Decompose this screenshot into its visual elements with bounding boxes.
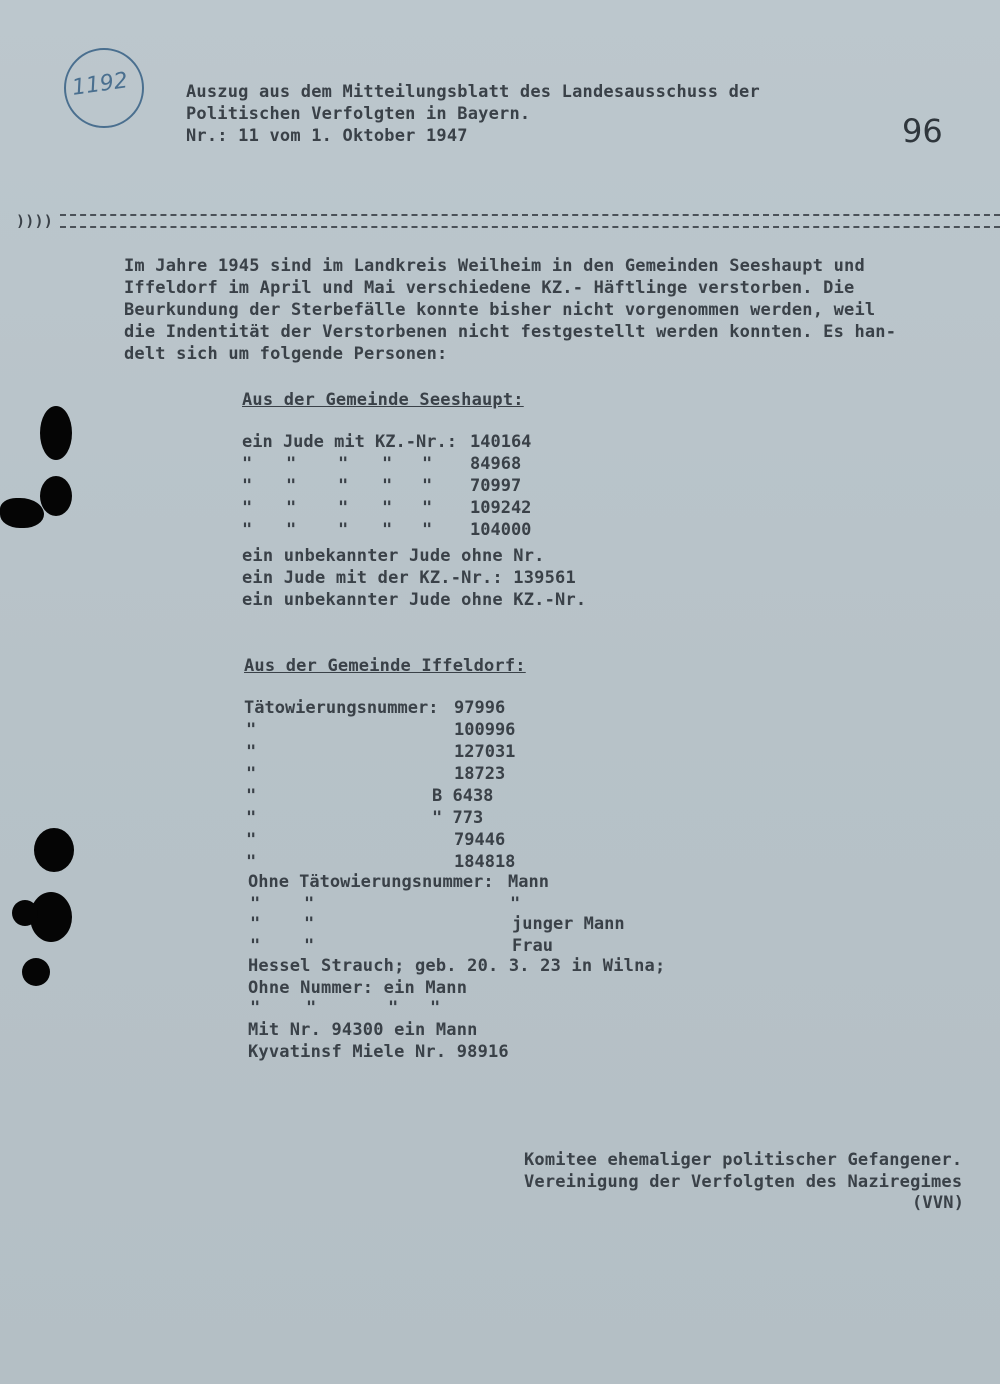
- ditto-mark: ": [338, 454, 349, 474]
- signature-line-3: (VVN): [912, 1193, 965, 1213]
- separator-line: [60, 214, 1000, 228]
- ditto-mark: ": [422, 454, 433, 474]
- iffeldorf-row: [244, 742, 664, 764]
- header-line-1: Auszug aus dem Mitteilungsblatt des Landesausschuss der: [186, 82, 760, 102]
- ditto-mark: ": [382, 520, 393, 540]
- ditto-mark: ": [250, 894, 261, 914]
- kz-number: 70997: [470, 476, 522, 496]
- tattoo-number: B 6438: [432, 786, 494, 806]
- ditto-mark: ": [338, 476, 349, 496]
- intro-line-3: Beurkundung der Sterbefälle konnte bisher nicht vorgenommen werden, weil: [124, 300, 876, 320]
- ditto-mark: ": [382, 498, 393, 518]
- intro-line-1: Im Jahre 1945 sind im Landkreis Weilheim in den Gemeinden Seeshaupt und: [124, 256, 865, 276]
- no-tattoo-row: [248, 872, 688, 894]
- ditto-mark: ": [382, 476, 393, 496]
- ditto-mark: ": [246, 720, 257, 740]
- iffeldorf-row: [244, 830, 664, 852]
- no-tattoo-row: [248, 914, 688, 936]
- ditto-mark: ": [382, 454, 393, 474]
- ditto-mark: ": [242, 520, 253, 540]
- ditto-mark: ": [286, 520, 297, 540]
- archive-number: 1192: [70, 68, 130, 101]
- iffeldorf-row: [244, 698, 664, 720]
- no-tattoo-entry: Mann: [508, 872, 549, 892]
- punch-hole-top: [40, 406, 72, 460]
- punch-hole-tear: [0, 498, 44, 528]
- ditto-mark: ": [388, 998, 399, 1018]
- iffeldorf-list: [244, 698, 664, 874]
- signature-line-1: Komitee ehemaliger politischer Gefangener.: [524, 1150, 963, 1170]
- intro-line-2: Iffeldorf im April und Mai verschiedene KZ.- Häftlinge verstorben. Die: [124, 278, 855, 298]
- no-tattoo-row: [248, 936, 688, 956]
- ditto-mark: ": [242, 476, 253, 496]
- ditto-mark: ": [286, 476, 297, 496]
- separator-prefix: )))): [16, 212, 53, 230]
- ditto-mark: ": [246, 742, 257, 762]
- header-line-2: Politischen Verfolgten in Bayern.: [186, 104, 531, 124]
- iffeldorf-extra-1: Mit Nr. 94300 ein Mann: [248, 1020, 478, 1040]
- iffeldorf-row: [244, 786, 664, 808]
- kz-number: 84968: [470, 454, 522, 474]
- seeshaupt-extra-3: ein unbekannter Jude ohne KZ.-Nr.: [242, 590, 587, 610]
- archive-number-stamp: [64, 48, 144, 128]
- ditto-mark: ": [246, 808, 257, 828]
- ditto-mark: ": [338, 520, 349, 540]
- tattoo-number: 79446: [454, 830, 506, 850]
- seeshaupt-extra-2: ein Jude mit der KZ.-Nr.: 139561: [242, 568, 576, 588]
- tattoo-number: " 773: [432, 808, 484, 828]
- no-tattoo-entry: ": [510, 894, 521, 914]
- ditto-mark: ": [422, 476, 433, 496]
- punch-hole-lower-3: [12, 900, 38, 926]
- no-tattoo-entry: junger Mann: [512, 914, 625, 934]
- ditto-mark: ": [304, 914, 315, 934]
- seeshaupt-extra-1: ein unbekannter Jude ohne Nr.: [242, 546, 545, 566]
- no-tattoo-row: [248, 894, 688, 914]
- punch-hole-upper-mid: [40, 476, 72, 516]
- ditto-mark: ": [422, 520, 433, 540]
- iffeldorf-row: [244, 808, 664, 830]
- ditto-mark: ": [242, 498, 253, 518]
- no-number-line: Ohne Nummer: ein Mann: [248, 978, 468, 998]
- kz-number: 104000: [470, 520, 532, 540]
- lead-label: Tätowierungsnummer:: [244, 698, 439, 718]
- ditto-mark: ": [250, 914, 261, 934]
- ditto-mark: ": [246, 852, 257, 872]
- tattoo-number: 127031: [454, 742, 516, 762]
- kz-number: 109242: [470, 498, 532, 518]
- ditto-mark: ": [286, 454, 297, 474]
- no-number-ditto-row: [248, 998, 488, 1020]
- ditto-mark: ": [250, 936, 261, 956]
- seeshaupt-row: [242, 454, 662, 476]
- ditto-mark: ": [242, 454, 253, 474]
- ditto-mark: ": [304, 936, 315, 956]
- seeshaupt-row: [242, 520, 662, 542]
- named-person-line: Hessel Strauch; geb. 20. 3. 23 in Wilna;: [248, 956, 666, 976]
- no-tattoo-list: [248, 872, 688, 956]
- section-seeshaupt-title: Aus der Gemeinde Seeshaupt:: [242, 390, 524, 410]
- ditto-mark: ": [338, 498, 349, 518]
- tattoo-number: 184818: [454, 852, 516, 872]
- seeshaupt-row: [242, 476, 662, 498]
- page-number: 96: [902, 112, 943, 150]
- section-iffeldorf-title: Aus der Gemeinde Iffeldorf:: [244, 656, 526, 676]
- ditto-mark: ": [246, 764, 257, 784]
- iffeldorf-extra-2: Kyvatinsf Miele Nr. 98916: [248, 1042, 509, 1062]
- ditto-mark: ": [246, 830, 257, 850]
- punch-hole-bottom: [22, 958, 50, 986]
- lead-label: ein Jude mit KZ.-Nr.:: [242, 432, 457, 452]
- ditto-mark: ": [246, 786, 257, 806]
- ditto-mark: ": [286, 498, 297, 518]
- intro-line-4: die Indentität der Verstorbenen nicht festgestellt werden konnten. Es han-: [124, 322, 897, 342]
- punch-hole-lower: [34, 828, 74, 872]
- ditto-mark: ": [430, 998, 441, 1018]
- ditto-mark: ": [422, 498, 433, 518]
- ditto-mark: ": [304, 894, 315, 914]
- ditto-mark: ": [306, 998, 317, 1018]
- seeshaupt-row: [242, 432, 662, 454]
- seeshaupt-row: [242, 498, 662, 520]
- iffeldorf-row: [244, 764, 664, 786]
- kz-number: 140164: [470, 432, 532, 452]
- signature-line-2: Vereinigung der Verfolgten des Naziregimes: [524, 1172, 963, 1192]
- no-tattoo-label: Ohne Tätowierungsnummer:: [248, 872, 494, 892]
- seeshaupt-list: [242, 432, 662, 542]
- intro-line-5: delt sich um folgende Personen:: [124, 344, 448, 364]
- ditto-mark: ": [250, 998, 261, 1018]
- no-tattoo-entry: Frau: [512, 936, 553, 956]
- header-line-3: Nr.: 11 vom 1. Oktober 1947: [186, 126, 468, 146]
- iffeldorf-row: [244, 720, 664, 742]
- tattoo-number: 100996: [454, 720, 516, 740]
- iffeldorf-row: [244, 852, 664, 874]
- tattoo-number: 18723: [454, 764, 506, 784]
- ditto-row: [248, 998, 488, 1020]
- tattoo-number: 97996: [454, 698, 506, 718]
